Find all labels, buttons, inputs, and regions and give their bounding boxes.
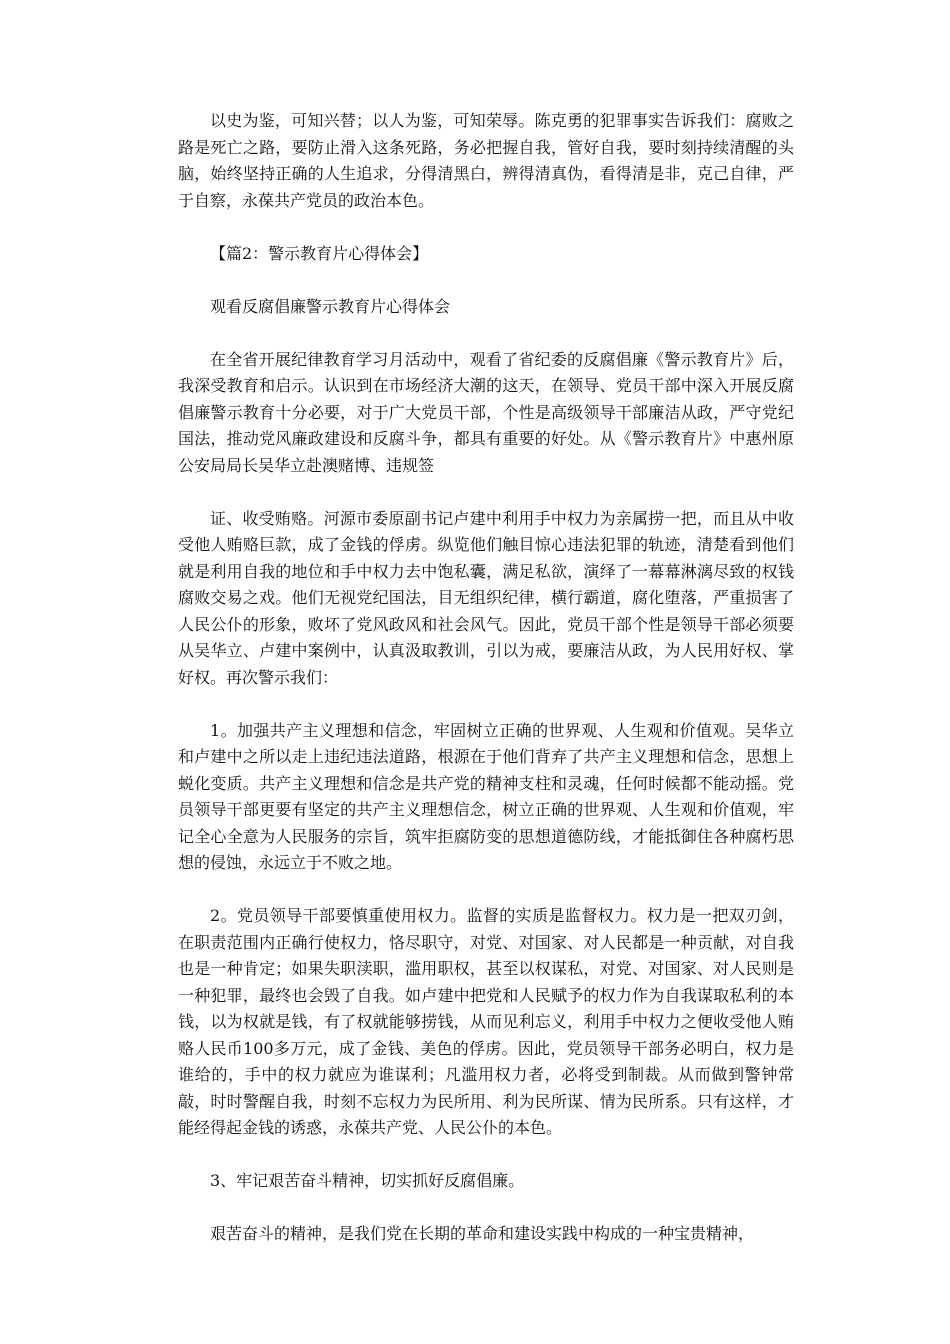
paragraph-point-3-heading: 3、牢记艰苦奋斗精神，切实抓好反腐倡廉。 [210,1171,525,1190]
document-page [178,108,794,1274]
paragraph-conclusion: 以史为鉴，可知兴替；以人为鉴，可知荣辱。陈克勇的犯罪事实告诉我们：腐败之路是死亡之路，要防止滑入这条死路，务必把握自我，管好自我，要时刻持续清醒的头脑，始终坚持正确的人生追求，分得清黑白，辨得清真伪，看得清是非，克己自律，严于自察，永葆共产党员的政治本色。 [178,111,794,210]
paragraph-point-2: 2。党员领导干部要慎重使用权力。监督的实质是监督权力。权力是一把双刃剑，在职责范围内正确行使权力，恪尽职守，对党、对国家、对人民都是一种贡献，对自我也是一种肯定；如果失职渎职，滥用职权，甚至以权谋私，对党、对国家、对人民则是一种犯罪，最终也会毁了自我。如卢建中把党和人民赋予的权力作为自我谋取私利的本钱，以为权就是钱，有了权就能够捞钱，从而见利忘义，利用手中权力之便收受他人贿赂人民币100多万元，成了金钱、美色的俘虏。因此，党员领导干部务必明白，权力是谁给的，手中的权力就应为谁谋利；凡滥用权力者，必将受到制裁。从而做到警钟常敲，时时警醒自我，时刻不忘权力为民所用、利为民所谋、情为民所系。只有这样，才能经得起金钱的诱惑，永葆共产党、人民公仆的本色。 [178,906,794,1137]
article-title: 观看反腐倡廉警示教育片心得体会 [210,296,451,316]
paragraph-intro: 在全省开展纪律教育学习月活动中，观看了省纪委的反腐倡廉《警示教育片》后，我深受教育和启示。认识到在市场经济大潮的这天，在领导、党员干部中深入开展反腐倡廉警示教育十分必要，对于广大党员干部，个性是高级领导干部廉洁从政，严守党纪国法，推动党风廉政建设和反腐斗争，都具有重要的好处。从《警示教育片》中惠州原公安局局长吴华立赴澳赌博、违规签 [178,349,794,475]
paragraph-point-1: 1。加强共产主义理想和信念，牢固树立正确的世界观、人生观和价值观。吴华立和卢建中之所以走上违纪违法道路，根源在于他们背弃了共产主义理想和信念，思想上蜕化变质。共产主义理想和信念是共产党的精神支柱和灵魂，任何时候都不能动摇。党员领导干部更要有坚定的共产主义理想信念，树立正确的世界观、人生观和价值观，牢记全心全意为人民服务的宗旨，筑牢拒腐防变的思想道德防线，才能抵御住各种腐朽思想的侵蚀，永远立于不败之地。 [178,720,794,872]
paragraph-point-3-body: 艰苦奋斗的精神，是我们党在长期的革命和建设实践中构成的一种宝贵精神， [210,1224,755,1243]
paragraph-cases: 证、收受贿赂。河源市委原副书记卢建中利用手中权力为亲属捞一把，而且从中收受他人贿赂巨款，成了金钱的俘虏。纵览他们触目惊心违法犯罪的轨迹，清楚看到他们就是利用自我的地位和手中权力去中饱私囊，满足私欲，演绎了一幕幕淋漓尽致的权钱腐败交易之戏。他们无视党纪国法，目无组织纪律，横行霸道，腐化堕落，严重损害了人民公仆的形象，败坏了党风政风和社会风气。因此，党员干部个性是领导干部必须要从吴华立、卢建中案例中，认真汲取教训，引以为戒，要廉洁从政，为人民用好权、掌好权。再次警示我们： [178,508,794,687]
section-heading: 【篇2：警示教育片心得体会】 [210,243,429,263]
